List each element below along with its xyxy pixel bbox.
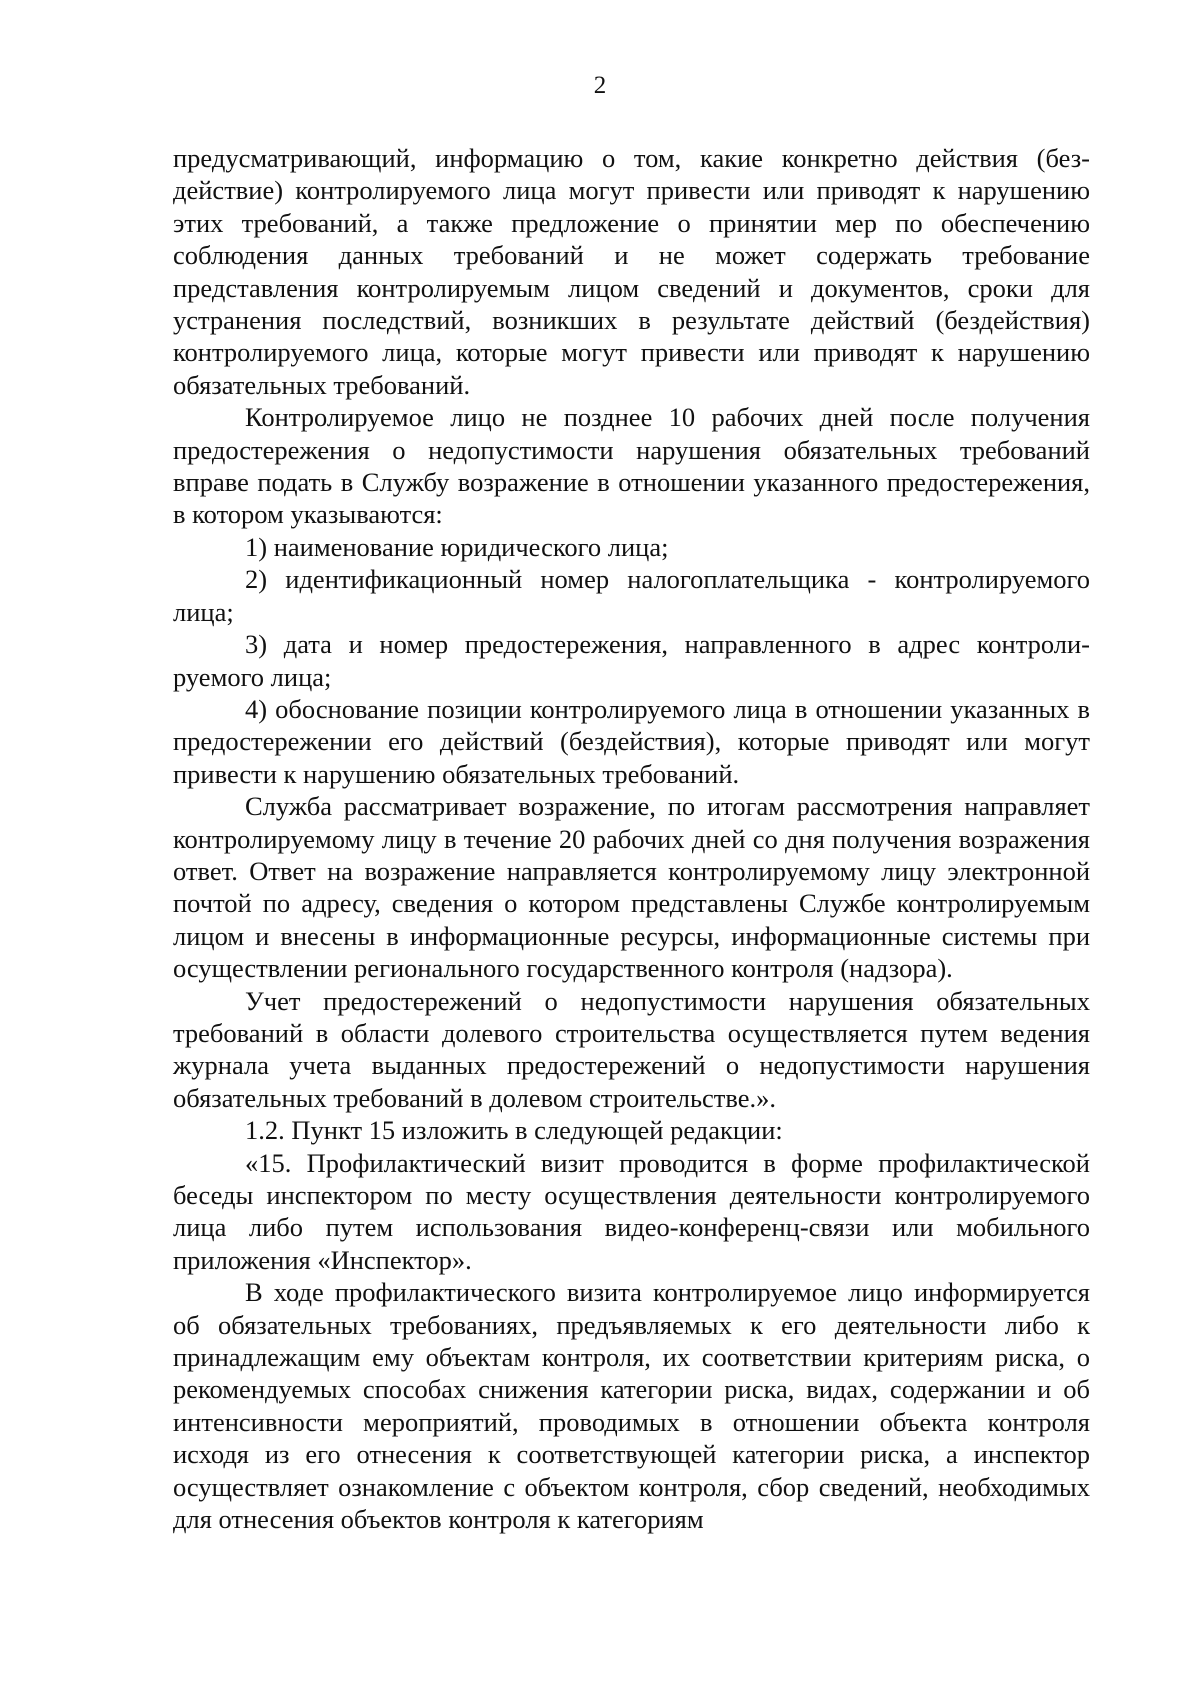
paragraph-6: «15. Профилактический визит проводится в форме профилактической беседы инспектором по месту осуществления деятельности контролируемого лица либо путем использования видео-конференц-связи или мобильного приложения «Инспектор». <box>173 1147 1090 1275</box>
paragraph-5: 1.2. Пункт 15 изложить в следующей редакции: <box>245 1115 783 1146</box>
paragraph-7: В ходе профилактического визита контролируемое лицо информируется об обязательных требованиях, предъявляемых к его деятельности либо к принадлежащим ему объектам контроля, их соответствии критериям риска, о рекомендуемых способах снижения категории риска, видах, содержании и об интенсивности мероприятий, проводимых в отношении объекта контроля исходя из его отнесения к соответствующей категории риска, а инспектор осуществляет ознакомление с объектом контроля, сбор сведений, необходимых для отнесения объектов контроля к категориям <box>173 1277 1090 1535</box>
list-item-3: 3) дата и номер предостережения, направленного в адрес контролируемого лица; <box>173 629 1090 692</box>
paragraph-2: Контролируемое лицо не позднее 10 рабочих дней после получения предостережения о недопустимости нарушения обязательных требований вправе подать в Службу возражение в отношении указанного предостережения, в котором указываются: <box>173 402 1090 530</box>
list-item-1: 1) наименование юридического лица; <box>245 531 669 562</box>
paragraph-3: Служба рассматривает возражение, по итогам рассмотрения направляет контролируемому лицу в течение 20 рабочих дней со дня получения возражения ответ. Ответ на возражение направляется контролируемому лицу электронной почтой по адресу, сведения о котором представлены Службе контролируемым лицом и внесены в информационные ресурсы, информационные системы при осуществлении регионального государственного контроля (надзора). <box>173 791 1090 984</box>
list-item-2: 2) идентификационный номер налогоплательщика - контролируемого лица; <box>173 564 1090 627</box>
paragraph-1: предусматривающий, информацию о том, какие конкретно действия (бездействие) контролируемого лица могут привести или приводят к нарушению этих требований, а также предложение о принятии мер по обеспечению соблюдения данных требований и не может содержать требование представления контролируемым лицом сведений и документов, сроки для устранения последствий, возникших в результате действий (бездействия) контролируемого лица, которые могут привести или приводят к нарушению обязательных требований. <box>173 143 1090 400</box>
paragraph-4: Учет предостережений о недопустимости нарушения обязательных требований в области долевого строительства осуществляется путем ведения журнала учета выданных предостережений о недопустимости нарушения обязательных требований в долевом строительстве.». <box>173 985 1090 1113</box>
document-body <box>173 142 1090 1535</box>
page-number: 2 <box>593 72 607 99</box>
list-item-4: 4) обоснование позиции контролируемого лица в отношении указанных в предостережении его действий (бездействия), которые приводят или могут привести к нарушению обязательных требований. <box>173 693 1090 789</box>
